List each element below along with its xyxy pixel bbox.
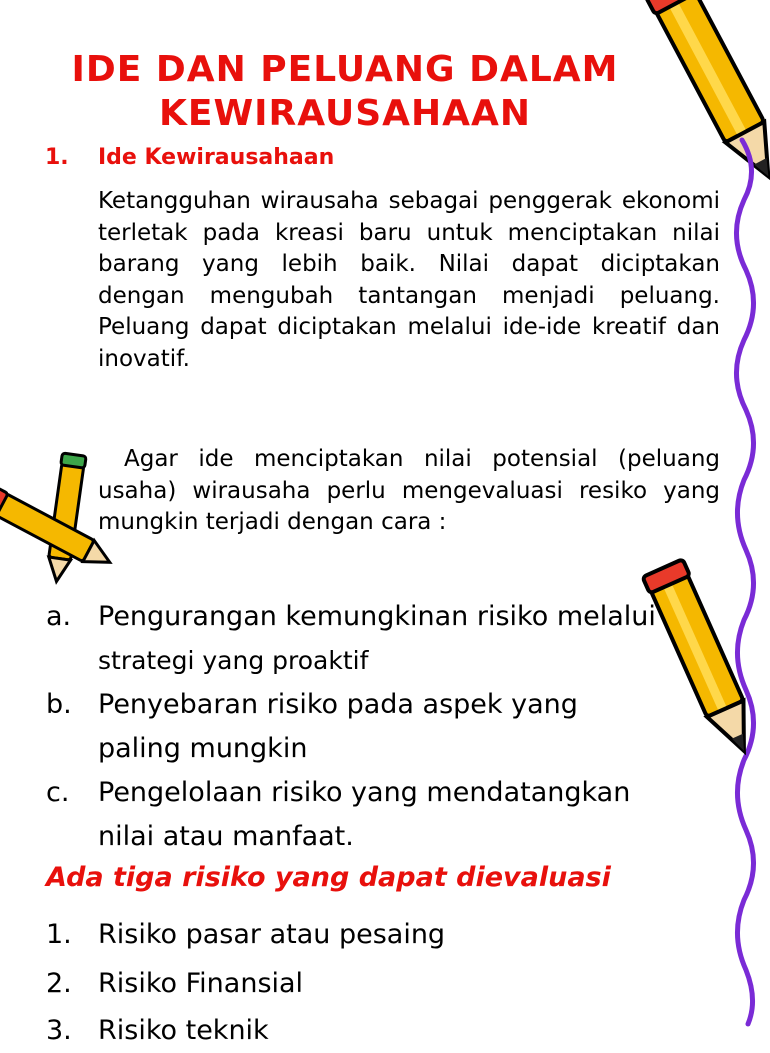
risks-heading: Ada tiga risiko yang dapat dievaluasi — [46, 862, 611, 893]
list-item-line: strategi yang proaktif — [98, 646, 369, 675]
list-item-line: paling mungkin — [98, 733, 308, 764]
list-item — [0, 1008, 720, 1053]
page-title — [30, 48, 660, 136]
list-item-text: Risiko pasar atau pesaing — [98, 919, 446, 950]
list-item-line: Pengurangan kemungkinan risiko melalui — [98, 601, 656, 632]
paragraph-evaluasi: Agar ide menciptakan nilai potensial (peluang usaha) wirausaha perlu mengevaluasi resiko yang mungkin terjadi dengan cara : — [98, 446, 720, 535]
list-marker: 3. — [46, 1015, 72, 1046]
list-item — [0, 770, 720, 860]
list-marker: 2. — [46, 968, 72, 999]
list-marker: a. — [46, 601, 72, 632]
list-item-line: nilai atau manfaat. — [98, 821, 354, 852]
list-item — [0, 961, 720, 1006]
list-item-text: Risiko Finansial — [98, 968, 304, 999]
list-item-text: Risiko teknik — [98, 1015, 269, 1046]
pencil-icon — [612, 575, 742, 775]
list-item-line: Pengelolaan risiko yang mendatangkan — [98, 777, 631, 808]
section-number: 1. — [45, 145, 69, 170]
section-heading: Ide Kewirausahaan — [98, 145, 335, 170]
list-marker: c. — [46, 777, 70, 808]
title-line-2: KEWIRAUSAHAAN — [158, 93, 532, 134]
risks-list — [0, 912, 720, 1046]
pencils-icon — [0, 455, 120, 575]
list-item-line: Penyebaran risiko pada aspek yang — [98, 689, 578, 720]
list-item — [0, 912, 720, 957]
paragraph-ide: Ketangguhan wirausaha sebagai penggerak ekonomi terletak pada kreasi baru untuk menciptakan nilai barang yang lebih baik. Nilai dapat diciptakan dengan mengubah tantangan menjadi peluang. Peluang dapat diciptakan melalui ide-ide kreatif dan inovatif. — [98, 188, 720, 372]
list-marker: b. — [46, 689, 72, 720]
list-marker: 1. — [46, 919, 72, 950]
title-line-1: IDE DAN PELUANG DALAM — [71, 49, 619, 90]
